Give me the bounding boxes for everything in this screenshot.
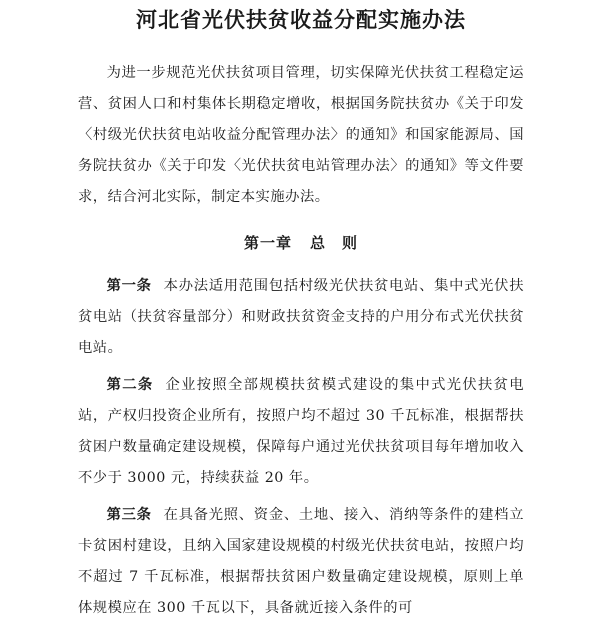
chapter-name: 总 则 <box>310 234 359 252</box>
article-2-label: 第二条 <box>106 377 154 393</box>
document-title: 河北省光伏扶贫收益分配实施办法 <box>136 7 466 32</box>
article-3-text: 在具备光照、资金、土地、接入、消纳等条件的建档立卡贫困村建设，且纳入国家建设规模的村级光伏扶贫电站，按照户均不超过 7 千瓦标准，根据帮扶贫困户数量确定建设规模，原则上单体规模应在 300 千瓦以下，具备就近接入条件的可 <box>78 507 525 616</box>
article-3-label: 第三条 <box>106 507 152 523</box>
preamble-paragraph: 为进一步规范光伏扶贫项目管理，切实保障光伏扶贫工程稳定运营、贫困人口和村集体长期稳定增收，根据国务院扶贫办《关于印发〈村级光伏扶贫电站收益分配管理办法〉的通知》和国家能源局、国务院扶贫办《关于印发〈光伏扶贫电站管理办法〉的通知》等文件要求，结合河北实际，制定本实施办法。 <box>78 65 524 205</box>
article-2-text: 企业按照全部规模扶贫模式建设的集中式光伏扶贫电站，产权归投资企业所有，按照户均不超过 30 千瓦标准，根据帮扶贫困户数量确定建设规模，保障每户通过光伏扶贫项目每年增加收入不少于 3000 元，持续获益 20 年。 <box>78 377 524 486</box>
article-3 <box>78 500 524 624</box>
chapter-heading <box>78 229 524 257</box>
article-1 <box>78 271 524 364</box>
article-1-label: 第一条 <box>106 278 152 294</box>
article-2 <box>78 370 524 494</box>
article-1-text: 本办法适用范围包括村级光伏扶贫电站、集中式光伏扶贫电站（扶贫容量部分）和财政扶贫资金支持的户用分布式光伏扶贫电站。 <box>78 278 525 356</box>
chapter-number: 第一章 <box>243 234 292 252</box>
